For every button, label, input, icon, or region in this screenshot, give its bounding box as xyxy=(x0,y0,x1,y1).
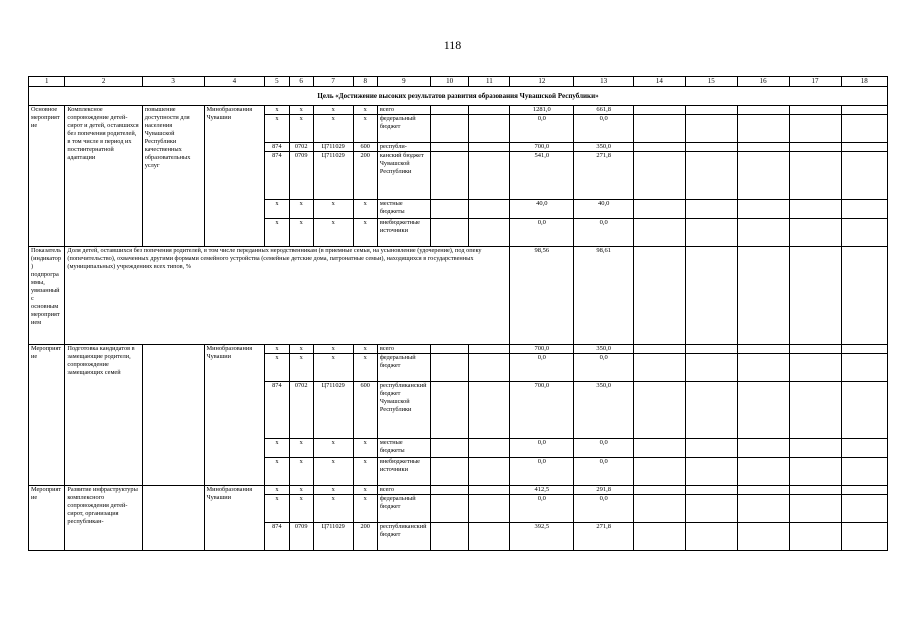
cell-value: 0,0 xyxy=(510,458,574,486)
cell-target: Ц711029 xyxy=(313,143,353,152)
cell-grbs: x xyxy=(265,200,289,219)
cell-expense-type: x xyxy=(353,219,377,247)
cell-expense-type: x xyxy=(353,345,377,354)
col-header: 7 xyxy=(313,77,353,87)
cell-section: x xyxy=(289,458,313,486)
col-header: 9 xyxy=(377,77,430,87)
cell-grbs: x xyxy=(265,486,289,495)
cell-value: 1281,0 xyxy=(510,106,574,115)
cell-section: x xyxy=(289,495,313,523)
col-header: 18 xyxy=(841,77,888,87)
indicator-value: 98,56 xyxy=(510,247,574,345)
activity-executor: Минобразования Чувашии xyxy=(204,106,265,247)
cell-section: 0702 xyxy=(289,143,313,152)
cell-section: x xyxy=(289,200,313,219)
col-header: 4 xyxy=(204,77,265,87)
cell-target: x xyxy=(313,106,353,115)
cell-target: x xyxy=(313,495,353,523)
indicator-value: 98,61 xyxy=(574,247,634,345)
header-row xyxy=(29,77,888,87)
col-header: 10 xyxy=(430,77,469,87)
cell-value: 0,0 xyxy=(510,439,574,458)
cell-source: федеральный бюджет xyxy=(377,115,430,143)
cell-target: x xyxy=(313,115,353,143)
cell-expense-type: x xyxy=(353,439,377,458)
goal-title: Цель «Достижение высоких результатов развития образования Чувашской Республики» xyxy=(29,87,888,106)
cell-target: Ц711029 xyxy=(313,382,353,439)
col-header: 17 xyxy=(789,77,841,87)
cell-value: 700,0 xyxy=(510,345,574,354)
cell-value: 700,0 xyxy=(510,143,574,152)
table-row xyxy=(29,345,888,354)
cell-value: 661,8 xyxy=(574,106,634,115)
cell-section: 0709 xyxy=(289,523,313,551)
cell-grbs: x xyxy=(265,115,289,143)
budget-table xyxy=(28,76,888,551)
activity-name: Комплексное сопровождение детей-сирот и детей, оставшихся без попечения родителей, в том числе в период их постинтернатной адаптации xyxy=(65,106,142,247)
cell-value: 0,0 xyxy=(510,219,574,247)
col-header: 3 xyxy=(142,77,204,87)
cell-section: x xyxy=(289,106,313,115)
cell-expense-type: 200 xyxy=(353,152,377,200)
cell-source: всего xyxy=(377,345,430,354)
cell-value: 291,8 xyxy=(574,486,634,495)
cell-target: x xyxy=(313,345,353,354)
cell-expense-type: 600 xyxy=(353,143,377,152)
cell-grbs: 874 xyxy=(265,143,289,152)
activity-result: повышение доступности для населения Чувашской Республики качественных образовательных услуг xyxy=(142,106,204,247)
cell-target: x xyxy=(313,219,353,247)
cell-source: федеральный бюджет xyxy=(377,495,430,523)
cell-value: 0,0 xyxy=(574,354,634,382)
col-header: 2 xyxy=(65,77,142,87)
cell-section: x xyxy=(289,439,313,458)
cell-target: x xyxy=(313,439,353,458)
cell-source: республиканский бюджет xyxy=(377,523,430,551)
cell-source: всего xyxy=(377,106,430,115)
cell-section: x xyxy=(289,354,313,382)
cell-value: 700,0 xyxy=(510,382,574,439)
cell-source: местные бюджеты xyxy=(377,439,430,458)
cell-value: 350,0 xyxy=(574,345,634,354)
cell-value: 0,0 xyxy=(510,495,574,523)
activity-name: Подготовка кандидатов в замещающие родители, сопровождение замещающих семей xyxy=(65,345,142,486)
cell-grbs: x xyxy=(265,495,289,523)
table-row xyxy=(29,106,888,115)
col-header: 16 xyxy=(737,77,789,87)
cell-target: x xyxy=(313,200,353,219)
cell-grbs: x xyxy=(265,219,289,247)
cell-source: республиканский бюджет Чувашской Республики xyxy=(377,382,430,439)
page-number: 118 xyxy=(443,38,462,52)
cell-value: 0,0 xyxy=(510,354,574,382)
cell-expense-type: x xyxy=(353,115,377,143)
cell-source: внебюджетные источники xyxy=(377,219,430,247)
cell-value: 0,0 xyxy=(574,219,634,247)
activity-name: Развитие инфраструктуры комплексного сопровождения детей-сирот, организация республикан- xyxy=(65,486,142,551)
cell-expense-type: x xyxy=(353,495,377,523)
cell-grbs: x xyxy=(265,354,289,382)
goal-row xyxy=(29,87,888,106)
cell-expense-type: 200 xyxy=(353,523,377,551)
cell-grbs: 874 xyxy=(265,382,289,439)
cell-value: 412,5 xyxy=(510,486,574,495)
cell-source: местные бюджеты xyxy=(377,200,430,219)
cell-value: 271,8 xyxy=(574,152,634,200)
cell-expense-type: x xyxy=(353,458,377,486)
cell-value: 541,0 xyxy=(510,152,574,200)
activity-type: Мероприятие xyxy=(29,345,65,486)
cell-grbs: 874 xyxy=(265,152,289,200)
activity-executor: Минобразования Чувашии xyxy=(204,486,265,551)
col-header: 14 xyxy=(633,77,685,87)
col-header: 1 xyxy=(29,77,65,87)
cell-section: x xyxy=(289,115,313,143)
cell-grbs: x xyxy=(265,458,289,486)
cell-section: 0709 xyxy=(289,152,313,200)
cell-expense-type: x xyxy=(353,106,377,115)
indicator-label: Показатель (индикатор) подпрограммы, увязанный с основным мероприятием xyxy=(29,247,65,345)
col-header: 5 xyxy=(265,77,289,87)
cell-value: 271,8 xyxy=(574,523,634,551)
activity-type: Мероприятие xyxy=(29,486,65,551)
cell-source: внебюджетные источники xyxy=(377,458,430,486)
cell-grbs: x xyxy=(265,106,289,115)
cell-expense-type: x xyxy=(353,486,377,495)
col-header: 12 xyxy=(510,77,574,87)
activity-executor: Минобразования Чувашии xyxy=(204,345,265,486)
cell-value: 40,0 xyxy=(510,200,574,219)
cell-value: 0,0 xyxy=(574,439,634,458)
cell-grbs: x xyxy=(265,439,289,458)
cell-target: Ц711029 xyxy=(313,152,353,200)
cell-section: 0702 xyxy=(289,382,313,439)
cell-target: x xyxy=(313,354,353,382)
cell-section: x xyxy=(289,486,313,495)
col-header: 13 xyxy=(574,77,634,87)
cell-source: всего xyxy=(377,486,430,495)
col-header: 11 xyxy=(469,77,510,87)
indicator-row xyxy=(29,247,888,345)
col-header: 8 xyxy=(353,77,377,87)
cell-value: 0,0 xyxy=(574,495,634,523)
indicator-text: Доля детей, оставшихся без попечения родителей, в том числе переданных неродственникам (в приемные семьи, на усыновление (удочерение), под опеку (попечительство), охваченных другими формами семейного устройства (семейные детские дома, патронатные семьи), находящихся в государственных (муниципальных) учреждениях всех типов, % xyxy=(65,247,510,345)
table-row xyxy=(29,486,888,495)
cell-value: 40,0 xyxy=(574,200,634,219)
cell-target: Ц711029 xyxy=(313,523,353,551)
budget-table-sheet xyxy=(28,76,888,551)
cell-value: 0,0 xyxy=(574,458,634,486)
cell-target: x xyxy=(313,486,353,495)
cell-value: 392,5 xyxy=(510,523,574,551)
cell-section: x xyxy=(289,219,313,247)
cell-value: 0,0 xyxy=(510,115,574,143)
col-header: 15 xyxy=(685,77,737,87)
col-header: 6 xyxy=(289,77,313,87)
cell-target: x xyxy=(313,458,353,486)
cell-source: республи- xyxy=(377,143,430,152)
cell-section: x xyxy=(289,345,313,354)
cell-expense-type: x xyxy=(353,354,377,382)
cell-value: 350,0 xyxy=(574,382,634,439)
cell-grbs: x xyxy=(265,345,289,354)
cell-value: 350,0 xyxy=(574,143,634,152)
cell-grbs: 874 xyxy=(265,523,289,551)
activity-type: Основное мероприятие xyxy=(29,106,65,247)
cell-source: федеральный бюджет xyxy=(377,354,430,382)
cell-expense-type: 600 xyxy=(353,382,377,439)
cell-source: канский бюджет Чувашской Республики xyxy=(377,152,430,200)
cell-value: 0,0 xyxy=(574,115,634,143)
cell-expense-type: x xyxy=(353,200,377,219)
